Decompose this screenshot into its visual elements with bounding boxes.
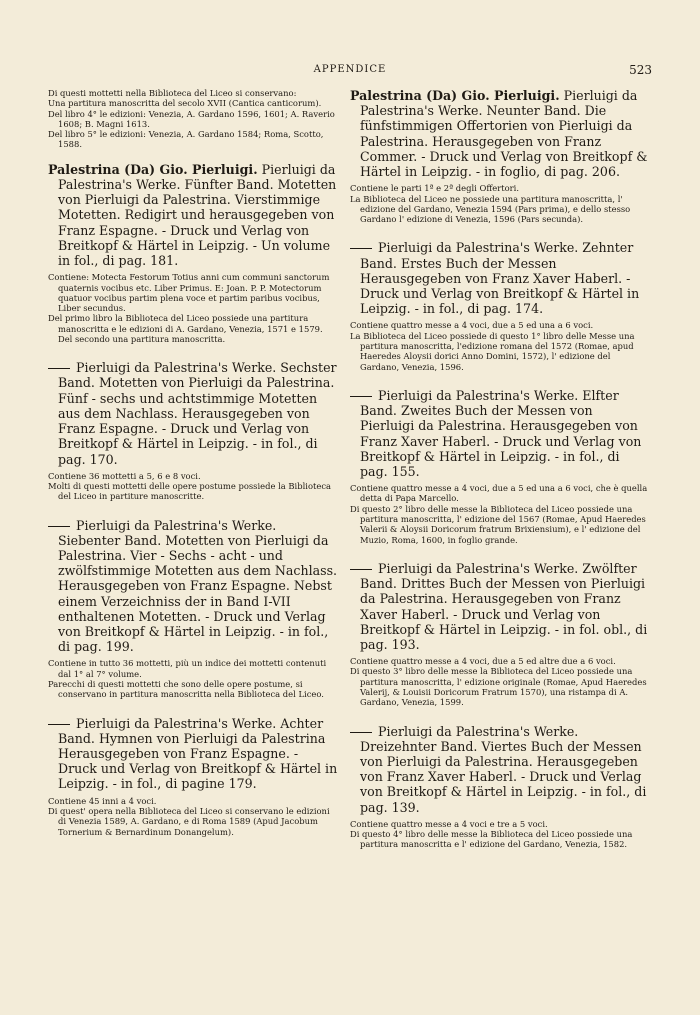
note: Contiene quattro messe a 4 voci, due a 5 ed una a 6 voci. <box>350 320 594 331</box>
entry-text: Pierluigi da Palestrina's Werke. Zehnter Band. Erstes Buch der Messen Herausgegeben von Franz Xaver Haberl. - Druck und Verlag von Breitkopf & Härtel in Leipzig. - in fol., di pag. 174. <box>360 240 640 317</box>
note: Contiene: Motecta Festorum Totius anni cum communi sanctorum quaternis vocibus etc. Liber Primus. E: Joan. P. P. Motectorum quatuor vocibus partim plena voce et partim paribus vocibus, Liber secundus. <box>48 272 330 314</box>
note: Di questo 2° libro delle messe la Biblioteca del Liceo possiede una partitura manoscritta, l' edizione del 1567 (Romae, Apud Haeredes Valerii & Aloysii Doricorum fratrum Brixiensium), e l' edizione del Muzio, Roma, 1600, in foglio grande. <box>350 503 646 545</box>
running-title: APPENDICE <box>313 64 387 75</box>
entry-text: Pierluigi da Palestrina's Werke. Achter Band. Hymnen von Pierluigi da Palestrina Herausgegeben von Franz Espagne. - Druck und Verlag von Breitkopf & Härtel in Leipzig. - in fol., di pagine 179. <box>58 715 338 792</box>
entry-text: Pierluigi da Palestrina's Werke. Siebenter Band. Motetten von Pierluigi da Palestrina. Vier - Sechs - acht - und zwölfstimmige Motetten aus dem Nachlass. Herausgegeben von Franz Espagne. Nebst einem Verzeichniss der in Band I-VII enthaltenen Motetten. - Druck und Verlag von Breitkopf & Härtel in Leipzig. - in fol., di pag. 199. <box>58 517 338 655</box>
note: Contiene quattro messe a 4 voci e tre a 5 voci. <box>350 818 548 829</box>
catalog-entry <box>350 88 650 179</box>
ditto-dash <box>48 724 70 725</box>
ditto-dash <box>350 396 372 397</box>
entry-heading: Palestrina (Da) Gio. Pierluigi. <box>350 88 560 103</box>
entry-text: Pierluigi da Palestrina's Werke. Elfter Band. Zweites Buch der Messen von Pierluigi da Palestrina. Herausgegeben von Franz Xaver Haberl. - Druck und Verlag von Breitkopf & Härtel in Leipzig. - in fol., di pag. 155. <box>360 387 642 479</box>
running-header <box>48 64 652 80</box>
note: Del libro 5° le edizioni: Venezia, A. Gardano 1584; Roma, Scotto, 1588. <box>48 129 324 150</box>
note: Di questo 4° libro delle messe la Biblioteca del Liceo possiede una partitura manoscritta e l' edizione del Gardano, Venezia, 1582. <box>350 829 633 850</box>
note: La Biblioteca del Liceo possiede di questo 1° libro delle Messe una partitura manoscritta, l'edizione romana del 1572 (Romae, apud Haeredes Aloysii dorici Anno Domini, 1572), l' edizione del Gardano, Venezia, 1596. <box>350 330 635 372</box>
note: Contiene quattro messe a 4 voci, due a 5 ed altre due a 6 voci. <box>350 656 616 667</box>
entry-heading: Palestrina (Da) Gio. Pierluigi. <box>48 161 258 177</box>
note: Contiene le parti 1ª e 2ª degli Offertori. <box>350 183 520 194</box>
entry-text: Pierluigi da Palestrina's Werke. Neunter Band. Die fünfstimmigen Offertorien von Pierluigi da Palestrina. Herausgegeben von Franz Commer. - Druck und Verlag von Breitkopf & Härtel in Leipzig. - in foglio, di pag. 206. <box>360 88 648 180</box>
catalog-entry <box>48 716 338 792</box>
catalog-entry <box>48 360 338 466</box>
ditto-dash <box>350 248 372 249</box>
note: Contiene in tutto 36 mottetti, più un indice dei mottetti contenuti dal 1° al 7° volume. <box>48 658 327 679</box>
note: Parecchi di questi mottetti che sono delle opere postume, si conservano in partitura manoscritta nella Biblioteca del Liceo. <box>48 679 324 700</box>
note: Di questo 3° libro delle messe la Biblioteca del Liceo possiede una partitura manoscritta, l' edizione originale (Romae, Apud Haeredes Valerij, & Louisii Doricorum Fratrum 1570), una ristampa di A. Gardano, Venezia, 1599. <box>350 666 647 708</box>
note: La Biblioteca del Liceo ne possiede una partitura manoscritta, l' edizione del Gardano, Venezia 1594 (Pars prima), e dello stesso Gardano l' edizione di Venezia, 1596 (Pars secunda). <box>350 193 631 225</box>
left-column <box>48 88 338 837</box>
catalog-entry <box>350 561 650 652</box>
entry-text: Pierluigi da Palestrina's Werke. Dreizehnter Band. Viertes Buch der Messen von Pierluigi da Palestrina. Herausgegeben von Franz Xaver Haberl. - Druck und Verlag von Breitkopf & Härtel in Leipzig. - in fol., di pag. 139. <box>360 723 647 815</box>
entry-text: Pierluigi da Palestrina's Werke. Sechster Band. Motetten von Pierluigi da Palestrina. Fünf - sechs und achtstimmige Motetten aus dem Nachlass. Herausgegeben von Franz Espagne. - Druck und Verlag von Breitkopf & Härtel in Leipzig. - in fol., di pag. 170. <box>58 360 337 467</box>
ditto-dash <box>350 569 372 570</box>
entry-text: Pierluigi da Palestrina's Werke. Fünfter Band. Motetten von Pierluigi da Palestrina. Vierstimmige Motetten. Redigirt und herausgegeben von Franz Espagne. - Druck und Verlag von Breitkopf & Härtel in Leipzig. - Un volume in fol., di pag. 181. <box>58 161 337 268</box>
catalog-entry <box>48 518 338 655</box>
catalog-entry <box>350 240 650 316</box>
note: Contiene 45 inni a 4 voci. <box>48 795 157 806</box>
note: Di quest' opera nella Biblioteca del Liceo si conservano le edizioni di Venezia 1589, A. Gardano, e di Roma 1589 (Apud Jacobum Tornerium & Bernardinum Donangelum). <box>48 805 330 837</box>
ditto-dash <box>48 368 70 369</box>
note: Di questi mottetti nella Biblioteca del Liceo si conservano: <box>48 88 297 98</box>
ditto-dash <box>48 526 70 527</box>
right-column <box>350 88 650 850</box>
catalog-entry <box>350 388 650 479</box>
note: Contiene quattro messe a 4 voci, due a 5 ed una a 6 voci, che è quella detta di Papa Marcello. <box>350 483 648 504</box>
note: Contiene 36 mottetti a 5, 6 e 8 voci. <box>48 470 201 481</box>
page-number: 523 <box>629 63 652 77</box>
ditto-dash <box>350 732 372 733</box>
entry-text: Pierluigi da Palestrina's Werke. Zwölfter Band. Drittes Buch der Messen von Pierluigi da Palestrina. Herausgegeben von Franz Xaver Haberl. - Druck und Verlag von Breitkopf & Härtel in Leipzig. - in fol. obl., di pag. 193. <box>360 560 648 652</box>
catalog-entry <box>48 162 338 268</box>
note: Del primo libro la Biblioteca del Liceo possiede una partitura manoscritta e le edizioni di A. Gardano, Venezia, 1571 e 1579. Del secondo una partitura manoscritta. <box>48 313 323 344</box>
note: Una partitura manoscritta del secolo XVII (Cantica canticorum). <box>48 98 322 109</box>
note: Del libro 4° le edizioni: Venezia, A. Gardano 1596, 1601; A. Raverio 1608; B. Magni 1613. <box>48 108 335 129</box>
catalog-entry <box>350 724 650 815</box>
note: Molti di questi mottetti delle opere postume possiede la Biblioteca del Liceo in partiture manoscritte. <box>48 481 332 502</box>
